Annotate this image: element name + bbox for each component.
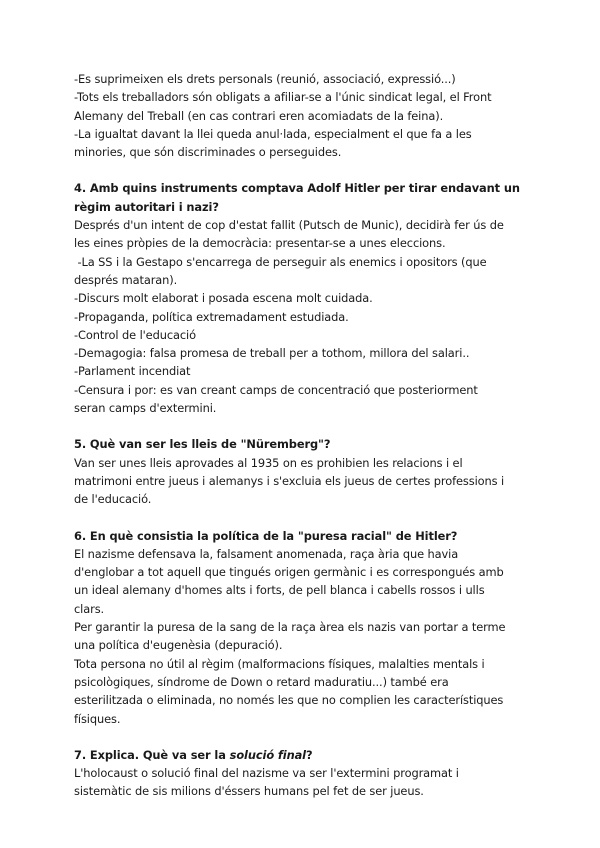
text-line: -Es suprimeixen els drets personals (reunió, associació, expressió...) (74, 72, 456, 86)
text-line: les eines pròpies de la democràcia: presentar-se a unes eleccions. (74, 236, 446, 251)
text-line: -La igualtat davant la llei queda anul·lada, especialment el que fa a les (74, 126, 472, 141)
text-line: -Control de l'educació (74, 327, 196, 342)
heading-emphasis: solució final (229, 747, 306, 762)
text-line: Tota persona no útil al règim (malformacions físiques, malalties mentals i (74, 656, 485, 671)
text-line: -Tots els treballadors són obligats a afiliar-se a l'únic sindicat legal, el Front (74, 90, 492, 105)
text-line: un ideal alemany d'homes alts i forts, de pell blanca i cabells rossos i ulls (74, 583, 485, 598)
text-line: -Propaganda, política extremadament estudiada. (74, 309, 349, 324)
text-line: Alemany del Treball (en cas contrari eren acomiadats de la feina). (74, 108, 444, 123)
heading-text: 7. Explica. Què va ser la (74, 747, 230, 762)
text-line: matrimoni entre jueus i alemanys i s'excluia els jueus de certes professions i (74, 473, 505, 488)
text-line: sistemàtic de sis milions d'éssers humans pel fet de ser jueus. (74, 784, 424, 799)
text-line: físiques. (74, 711, 121, 726)
intro-block (74, 70, 528, 161)
section-heading: 6. En què consistia la política de la "puresa racial" de Hitler? (74, 528, 458, 543)
text-line: minories, que són discriminades o perseguides. (74, 145, 342, 160)
text-line: Per garantir la puresa de la sang de la raça àrea els nazis van portar a terme (74, 620, 506, 635)
text-line: psicològiques, síndrome de Down o retard maduratiu...) també era (74, 674, 449, 689)
section-q5 (74, 435, 528, 508)
text-line: -Censura i por: es van creant camps de concentració que posteriorment (74, 382, 478, 397)
section-heading: règim autoritari i nazi? (74, 199, 219, 214)
text-line: El nazisme defensava la, falsament anomenada, raça ària que havia (74, 546, 459, 561)
text-line: clars. (74, 601, 105, 616)
section-heading: 4. Amb quins instruments comptava Adolf Hitler per tirar endavant un (74, 181, 520, 196)
text-line: Després d'un intent de cop d'estat fallit (Putsch de Munic), decidirà fer ús de (74, 218, 504, 233)
text-line: una política d'eugenèsia (depuració). (74, 638, 283, 653)
text-line: -Discurs molt elaborat i posada escena molt cuidada. (74, 291, 373, 306)
text-line: -Demagogia: falsa promesa de treball per a tothom, millora del salari.. (74, 346, 470, 361)
text-line: -La SS i la Gestapo s'encarrega de perseguir als enemics i opositors (que (74, 254, 487, 269)
text-line: L'holocaust o solució final del nazisme va ser l'extermini programat i (74, 766, 459, 781)
text-line: de l'educació. (74, 492, 152, 507)
section-q4 (74, 179, 528, 417)
heading-suffix: ? (305, 747, 313, 762)
text-line: seran camps d'extermini. (74, 401, 217, 416)
text-line: esterilitzada o eliminada, no només les que no complien les característiques (74, 693, 504, 708)
text-line: -Parlament incendiat (74, 364, 191, 379)
section-q6 (74, 527, 528, 728)
section-q7 (74, 746, 528, 801)
text-line: després mataran). (74, 272, 178, 287)
section-heading: 5. Què van ser les lleis de "Nüremberg"? (74, 437, 331, 452)
text-line: Van ser unes lleis aprovades al 1935 on es prohibien les relacions i el (74, 455, 463, 470)
text-line: d'englobar a tot aquell que tingués origen germànic i es correspongués amb (74, 565, 504, 580)
section-heading (74, 746, 528, 764)
